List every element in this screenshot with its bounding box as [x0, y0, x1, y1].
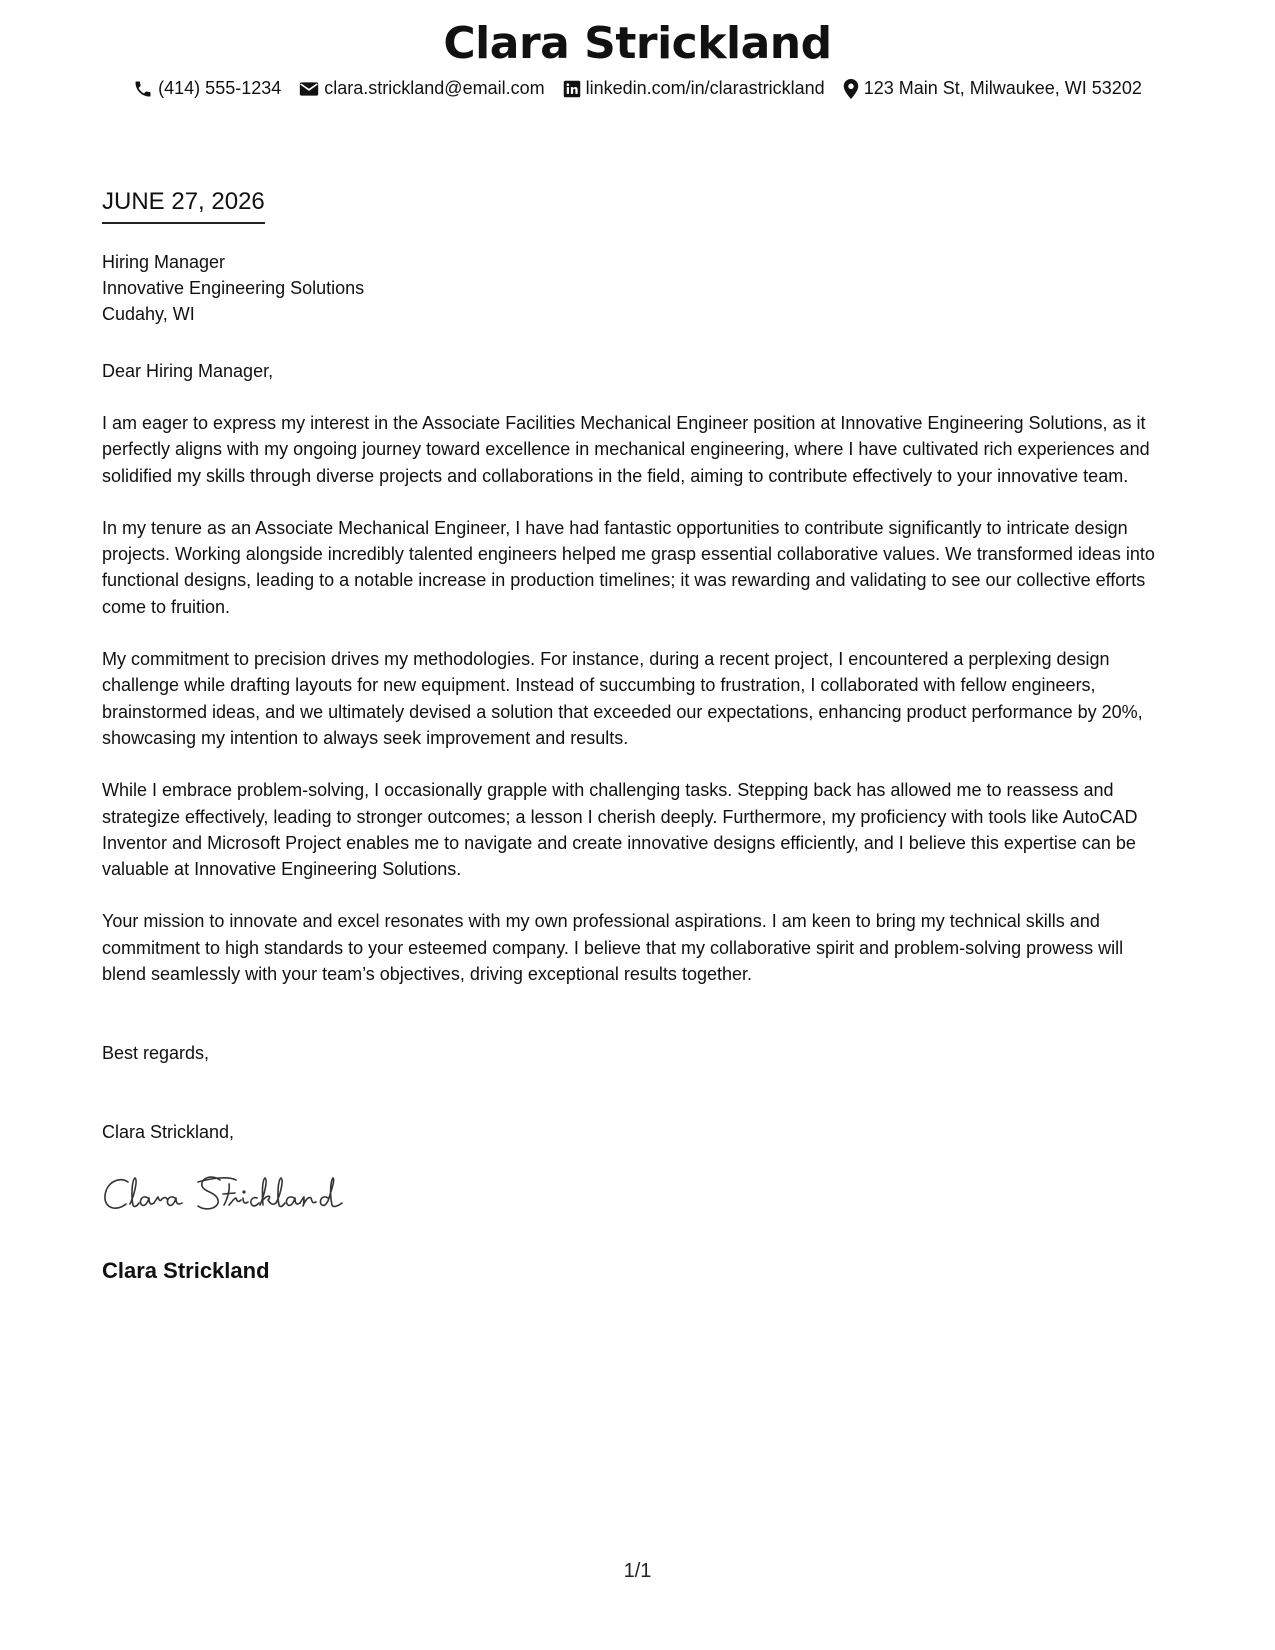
contact-linkedin[interactable] [563, 78, 825, 99]
applicant-name-heading: Clara Strickland [443, 18, 832, 69]
recipient-block [102, 249, 364, 327]
body-paragraph: My commitment to precision drives my methodologies. For instance, during a recent project, I encountered a perplexing design challenge while drafting layouts for new equipment. Instead of succumbing to frustration, I collaborated with fellow engineers, brainstormed ideas, and we ultimately devised a solution that exceeded our expectations, enhancing product performance by 20%, showcasing my intention to always seek improvement and results. [102, 649, 1143, 748]
linkedin-text: linkedin.com/in/clarastrickland [585, 78, 825, 98]
body-paragraph: Your mission to innovate and excel resonates with my own professional aspirations. I am keen to bring my technical skills and commitment to high standards to your esteemed company. I believe that my collaborative spirit and problem-solving prowess will blend seamlessly with your team’s objectives, driving exceptional results together. [102, 911, 1124, 985]
recipient-location: Cudahy, WI [102, 304, 195, 324]
recipient-title: Hiring Manager [102, 252, 226, 272]
page-number: 1/1 [623, 1560, 652, 1582]
printed-name: Clara Strickland [102, 1258, 270, 1283]
contact-bar [0, 78, 1275, 99]
letter-date: JUNE 27, 2026 [102, 188, 265, 224]
body-paragraph: I am eager to express my interest in the Associate Facilities Mechanical Engineer position at Innovative Engineering Solutions, as it perfectly aligns with my ongoing journey toward excellence in mechanical engineering, where I have cultivated rich experiences and solidified my skills through diverse projects and collaborations in the field, aiming to contribute effectively to your innovative team. [102, 413, 1150, 486]
contact-phone [133, 78, 281, 99]
contact-email[interactable] [299, 78, 544, 99]
closing: Best regards, [102, 1043, 210, 1063]
recipient-company: Innovative Engineering Solutions [102, 278, 365, 298]
email-text: clara.strickland@email.com [324, 78, 545, 98]
body-paragraph: While I embrace problem-solving, I occasionally grapple with challenging tasks. Stepping back has allowed me to reassess and strategize effectively, leading to stronger outcomes; a lesson I cherish deeply. Furthermore, my proficiency with tools like AutoCAD Inventor and Microsoft Project enables me to navigate and create innovative designs efficiently, and I believe this expertise can be valuable at Innovative Engineering Solutions. [102, 780, 1138, 880]
linkedin-icon [563, 80, 581, 98]
map-marker-icon [843, 79, 859, 99]
envelope-icon [299, 80, 319, 98]
address-text: 123 Main St, Milwaukee, WI 53202 [863, 78, 1142, 98]
closing-name: Clara Strickland, [102, 1122, 235, 1142]
letter-body [102, 410, 1170, 1013]
handwritten-signature [102, 1172, 364, 1222]
salutation: Dear Hiring Manager, [102, 361, 274, 381]
contact-address [843, 78, 1142, 99]
phone-text: (414) 555-1234 [158, 78, 282, 98]
phone-icon [133, 79, 153, 99]
body-paragraph: In my tenure as an Associate Mechanical Engineer, I have had fantastic opportunities to contribute significantly to intricate design projects. Working alongside incredibly talented engineers helped me grasp essential collaborative values. We transformed ideas into functional designs, leading to a notable increase in production timelines; it was rewarding and validating to see our collective efforts come to fruition. [102, 517, 1155, 617]
